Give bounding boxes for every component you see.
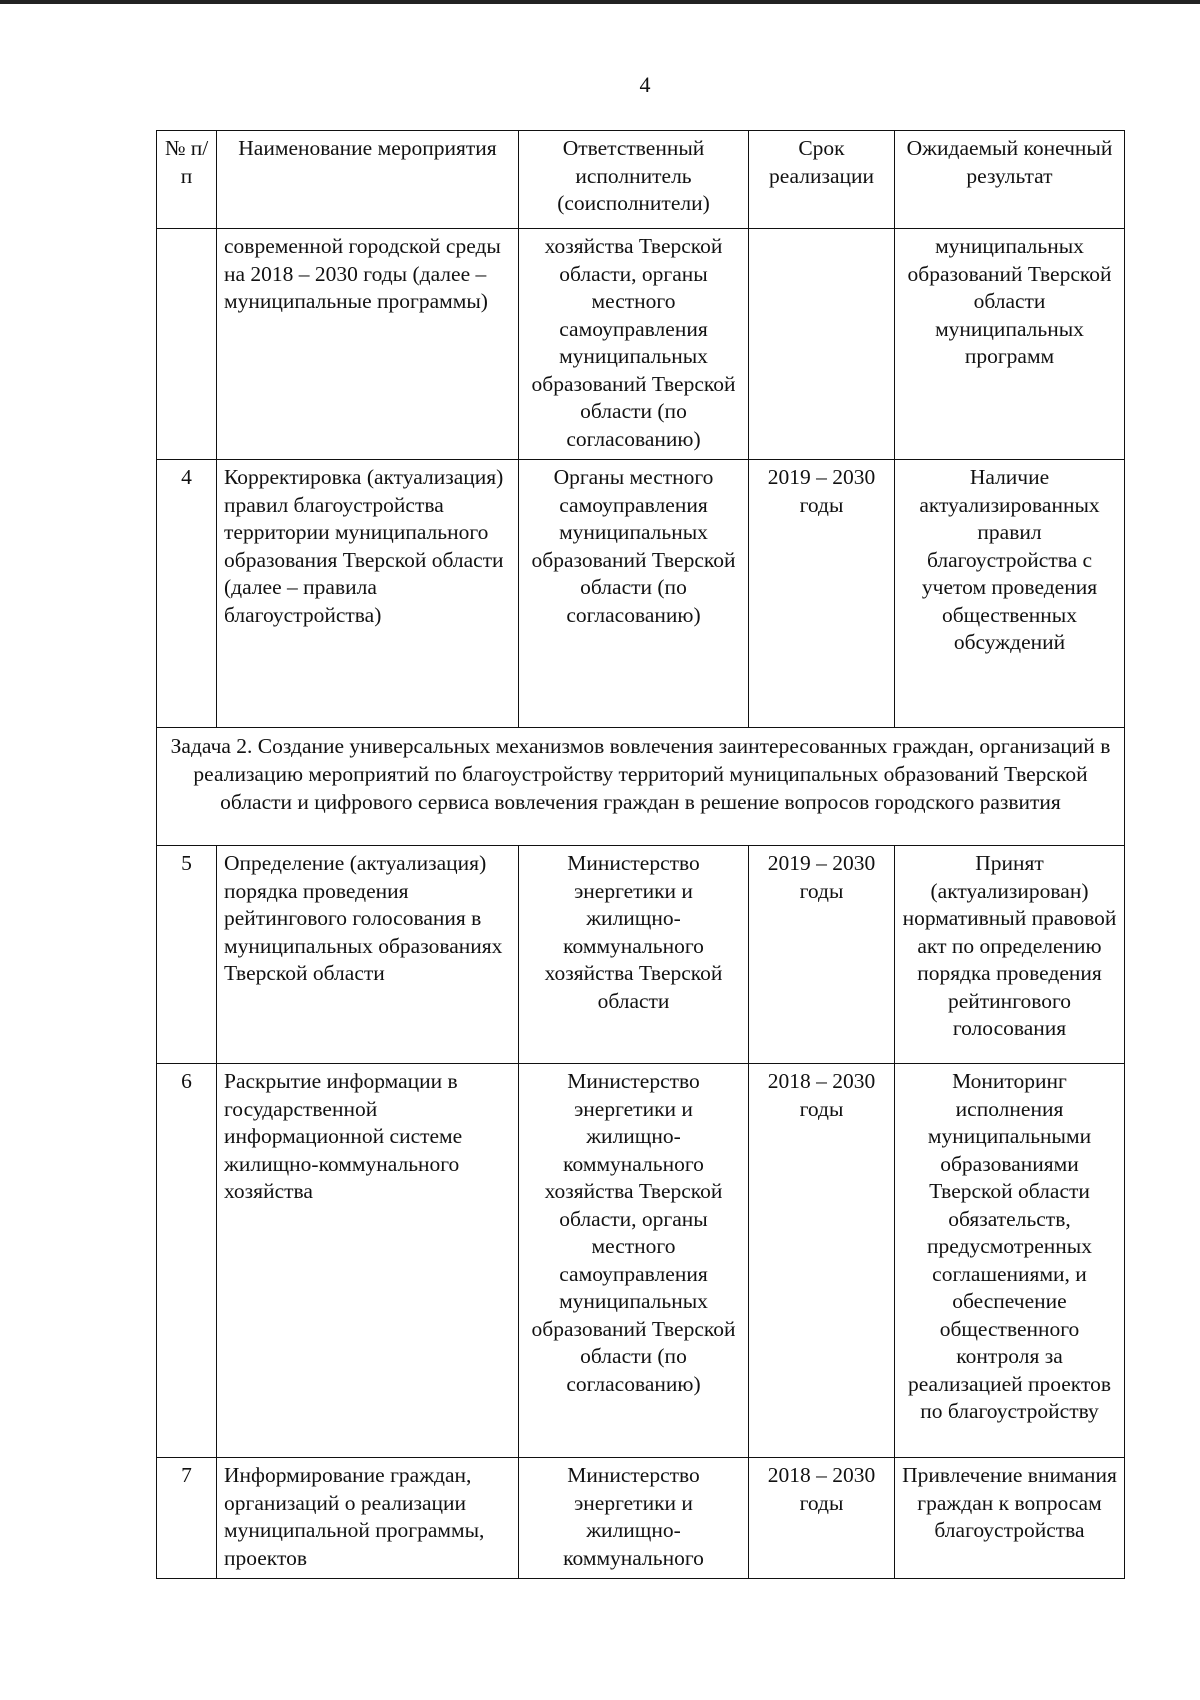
task-row bbox=[157, 728, 1125, 846]
row-responsible: Министерство энергетики и жилищно-коммунального хозяйства Тверской области bbox=[519, 846, 749, 1064]
activities-table bbox=[156, 130, 1125, 1579]
table-row bbox=[157, 460, 1125, 728]
header-result: Ожидаемый конечный результат bbox=[895, 131, 1125, 229]
row-responsible: Органы местного самоуправления муниципальных образований Тверской области (по согласованию) bbox=[519, 460, 749, 728]
scan-top-border bbox=[0, 0, 1200, 4]
row-name: современной городской среды на 2018 – 2030 годы (далее – муниципальные программы) bbox=[217, 229, 519, 460]
table-row bbox=[157, 1064, 1125, 1458]
row-term: 2018 – 2030 годы bbox=[749, 1458, 895, 1579]
row-result: Наличие актуализированных правил благоустройства с учетом проведения общественных обсуждений bbox=[895, 460, 1125, 728]
row-num: 5 bbox=[157, 846, 217, 1064]
table-row bbox=[157, 1458, 1125, 1579]
row-name: Корректировка (актуализация) правил благоустройства территории муниципального образования Тверской области (далее – правила благоустройства) bbox=[217, 460, 519, 728]
row-result: Привлечение внимания граждан к вопросам благоустройства bbox=[895, 1458, 1125, 1579]
row-result: Мониторинг исполнения муниципальными образованиями Тверской области обязательств, предусмотренных соглашениями, и обеспечение общественного контроля за реализацией проектов по благоустройству bbox=[895, 1064, 1125, 1458]
row-name: Раскрытие информации в государственной информационной системе жилищно-коммунального хозяйства bbox=[217, 1064, 519, 1458]
row-result: Принят (актуализирован) нормативный правовой акт по определению порядка проведения рейтингового голосования bbox=[895, 846, 1125, 1064]
table-row bbox=[157, 229, 1125, 460]
header-num: № п/п bbox=[157, 131, 217, 229]
task-2-heading: Задача 2. Создание универсальных механизмов вовлечения заинтересованных граждан, организаций в реализацию мероприятий по благоустройству территорий муниципальных образований Тверской области и цифрового сервиса вовлечения граждан в решение вопросов городского развития bbox=[157, 728, 1125, 846]
row-name: Определение (актуализация) порядка проведения рейтингового голосования в муниципальных образованиях Тверской области bbox=[217, 846, 519, 1064]
table-row bbox=[157, 846, 1125, 1064]
row-term bbox=[749, 229, 895, 460]
row-term: 2018 – 2030 годы bbox=[749, 1064, 895, 1458]
row-responsible: Министерство энергетики и жилищно-коммунального bbox=[519, 1458, 749, 1579]
row-result: муниципальных образований Тверской области муниципальных программ bbox=[895, 229, 1125, 460]
row-responsible: хозяйства Тверской области, органы местного самоуправления муниципальных образований Тверской области (по согласованию) bbox=[519, 229, 749, 460]
row-name: Информирование граждан, организаций о реализации муниципальной программы, проектов bbox=[217, 1458, 519, 1579]
header-name: Наименование мероприятия bbox=[217, 131, 519, 229]
row-num: 7 bbox=[157, 1458, 217, 1579]
row-num: 4 bbox=[157, 460, 217, 728]
row-term: 2019 – 2030 годы bbox=[749, 460, 895, 728]
page-number: 4 bbox=[639, 72, 651, 97]
header-term: Срок реализации bbox=[749, 131, 895, 229]
row-num bbox=[157, 229, 217, 460]
header-responsible: Ответственный исполнитель (соисполнители) bbox=[519, 131, 749, 229]
row-num: 6 bbox=[157, 1064, 217, 1458]
table-header-row bbox=[157, 131, 1125, 229]
row-term: 2019 – 2030 годы bbox=[749, 846, 895, 1064]
row-responsible: Министерство энергетики и жилищно-коммунального хозяйства Тверской области, органы местного самоуправления муниципальных образований Тверской области (по согласованию) bbox=[519, 1064, 749, 1458]
